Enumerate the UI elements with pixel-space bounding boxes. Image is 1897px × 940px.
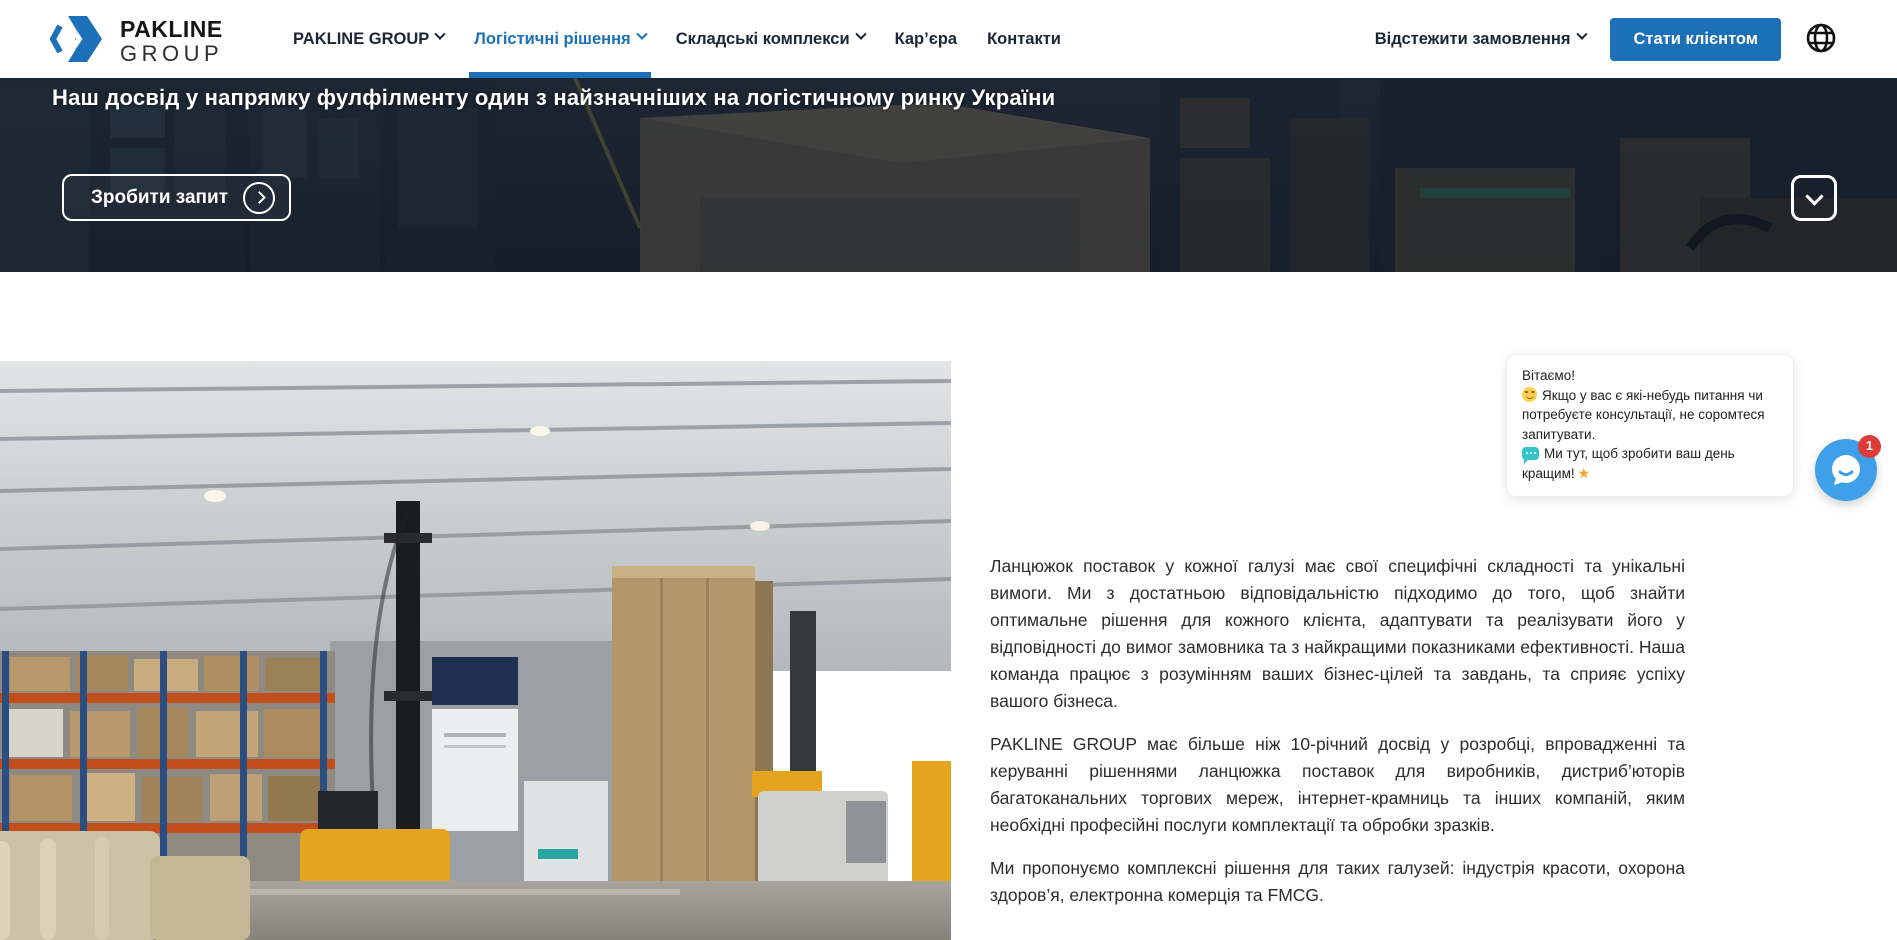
track-order-label: Відстежити замовлення [1374, 29, 1571, 48]
chat-message-text: Ми тут, щоб зробити ваш день кращим! [1522, 446, 1735, 481]
chat-greeting: Вітаємо! [1522, 368, 1575, 383]
logo[interactable] [50, 14, 223, 69]
logo-mark-icon [50, 14, 110, 69]
warehouse-photo [0, 361, 951, 940]
nav-item-label: Логістичні рішення [474, 29, 631, 48]
chat-message-text: Якщо у вас є які-небудь питання чи потребуєте консультації, не соромтеся запитувати. [1522, 387, 1765, 442]
site-header [0, 0, 1897, 78]
nav-item-label: PAKLINE GROUP [293, 29, 430, 48]
chevron-down-icon [636, 29, 647, 40]
speech-bubble-emoji-icon [1522, 447, 1539, 460]
scroll-down-button[interactable] [1791, 175, 1837, 221]
chevron-down-icon [855, 29, 866, 40]
hero-section [0, 78, 1897, 272]
smiling-face-emoji-icon [1522, 387, 1537, 402]
chevron-down-icon [1577, 29, 1588, 40]
nav-item-pakline-group[interactable] [293, 0, 444, 78]
nav-item-warehouse-complexes[interactable] [676, 0, 865, 78]
star-emoji-icon: ★ [1577, 464, 1591, 481]
logo-line2: GROUP [120, 41, 224, 66]
make-request-label: Зробити запит [91, 186, 229, 208]
chat-launcher-button[interactable] [1815, 439, 1877, 501]
nav-item-contacts[interactable] [987, 0, 1061, 78]
paragraph: PAKLINE GROUP має більше ніж 10-річний досвід у розробці, впровадженні та керуванні рішеннями ланцюжка поставок для виробників, дистриб’юторів багатоканальних торгових мереж, інтернет-крамниць та інших компаній, яким необхідні професійні послуги комплектації та обробки зразків. [990, 734, 1685, 835]
globe-icon [1805, 22, 1837, 57]
paragraph: Ми пропонуємо комплексні рішення для таких галузей: індустрія красоти, охорона здоров’я, електронна комерція та FMCG. [990, 858, 1685, 905]
article-text [990, 553, 1685, 925]
chevron-down-icon [1805, 187, 1823, 205]
unread-badge: 1 [1858, 435, 1881, 458]
make-request-button[interactable] [62, 174, 291, 221]
chat-message-1 [1522, 386, 1778, 445]
language-globe-button[interactable] [1805, 22, 1837, 57]
nav-item-logistics-solutions[interactable] [474, 0, 645, 78]
logo-text [120, 18, 223, 65]
chat-message-2 [1522, 444, 1778, 483]
chat-popup [1506, 354, 1794, 497]
chat-bubble-icon [1830, 454, 1862, 489]
paragraph: Ланцюжок поставок у кожної галузі має свої специфічні складності та унікальні вимоги. Ми з достатньою відповідальністю підходимо до того, щоб знайти оптимальне рішення для кожного клієнта, адаптувати та реалізувати його у відповідності до вимог замовника та з найкращими показниками ефективності. Наша команда працює з розумінням ваших бізнес-цілей та завдань, та сприяє успіху вашого бізнеса. [990, 556, 1685, 711]
nav-item-label: Складські комплекси [675, 29, 850, 48]
logo-line1: PAKLINE [120, 16, 223, 42]
nav-item-label: Контакти [987, 29, 1061, 48]
become-client-button[interactable]: Стати клієнтом [1610, 18, 1781, 61]
track-order-dropdown[interactable] [1375, 30, 1587, 49]
nav-item-career[interactable] [895, 0, 957, 78]
main-nav [293, 0, 1061, 78]
nav-item-label: Кар’єра [894, 29, 958, 48]
hero-heading: Наш досвід у напрямку фулфілменту один з найзначніших на логістичному ринку України [52, 85, 1056, 110]
header-right-cluster [1375, 0, 1837, 78]
chevron-down-icon [435, 29, 446, 40]
arrow-circle-icon [243, 182, 275, 214]
